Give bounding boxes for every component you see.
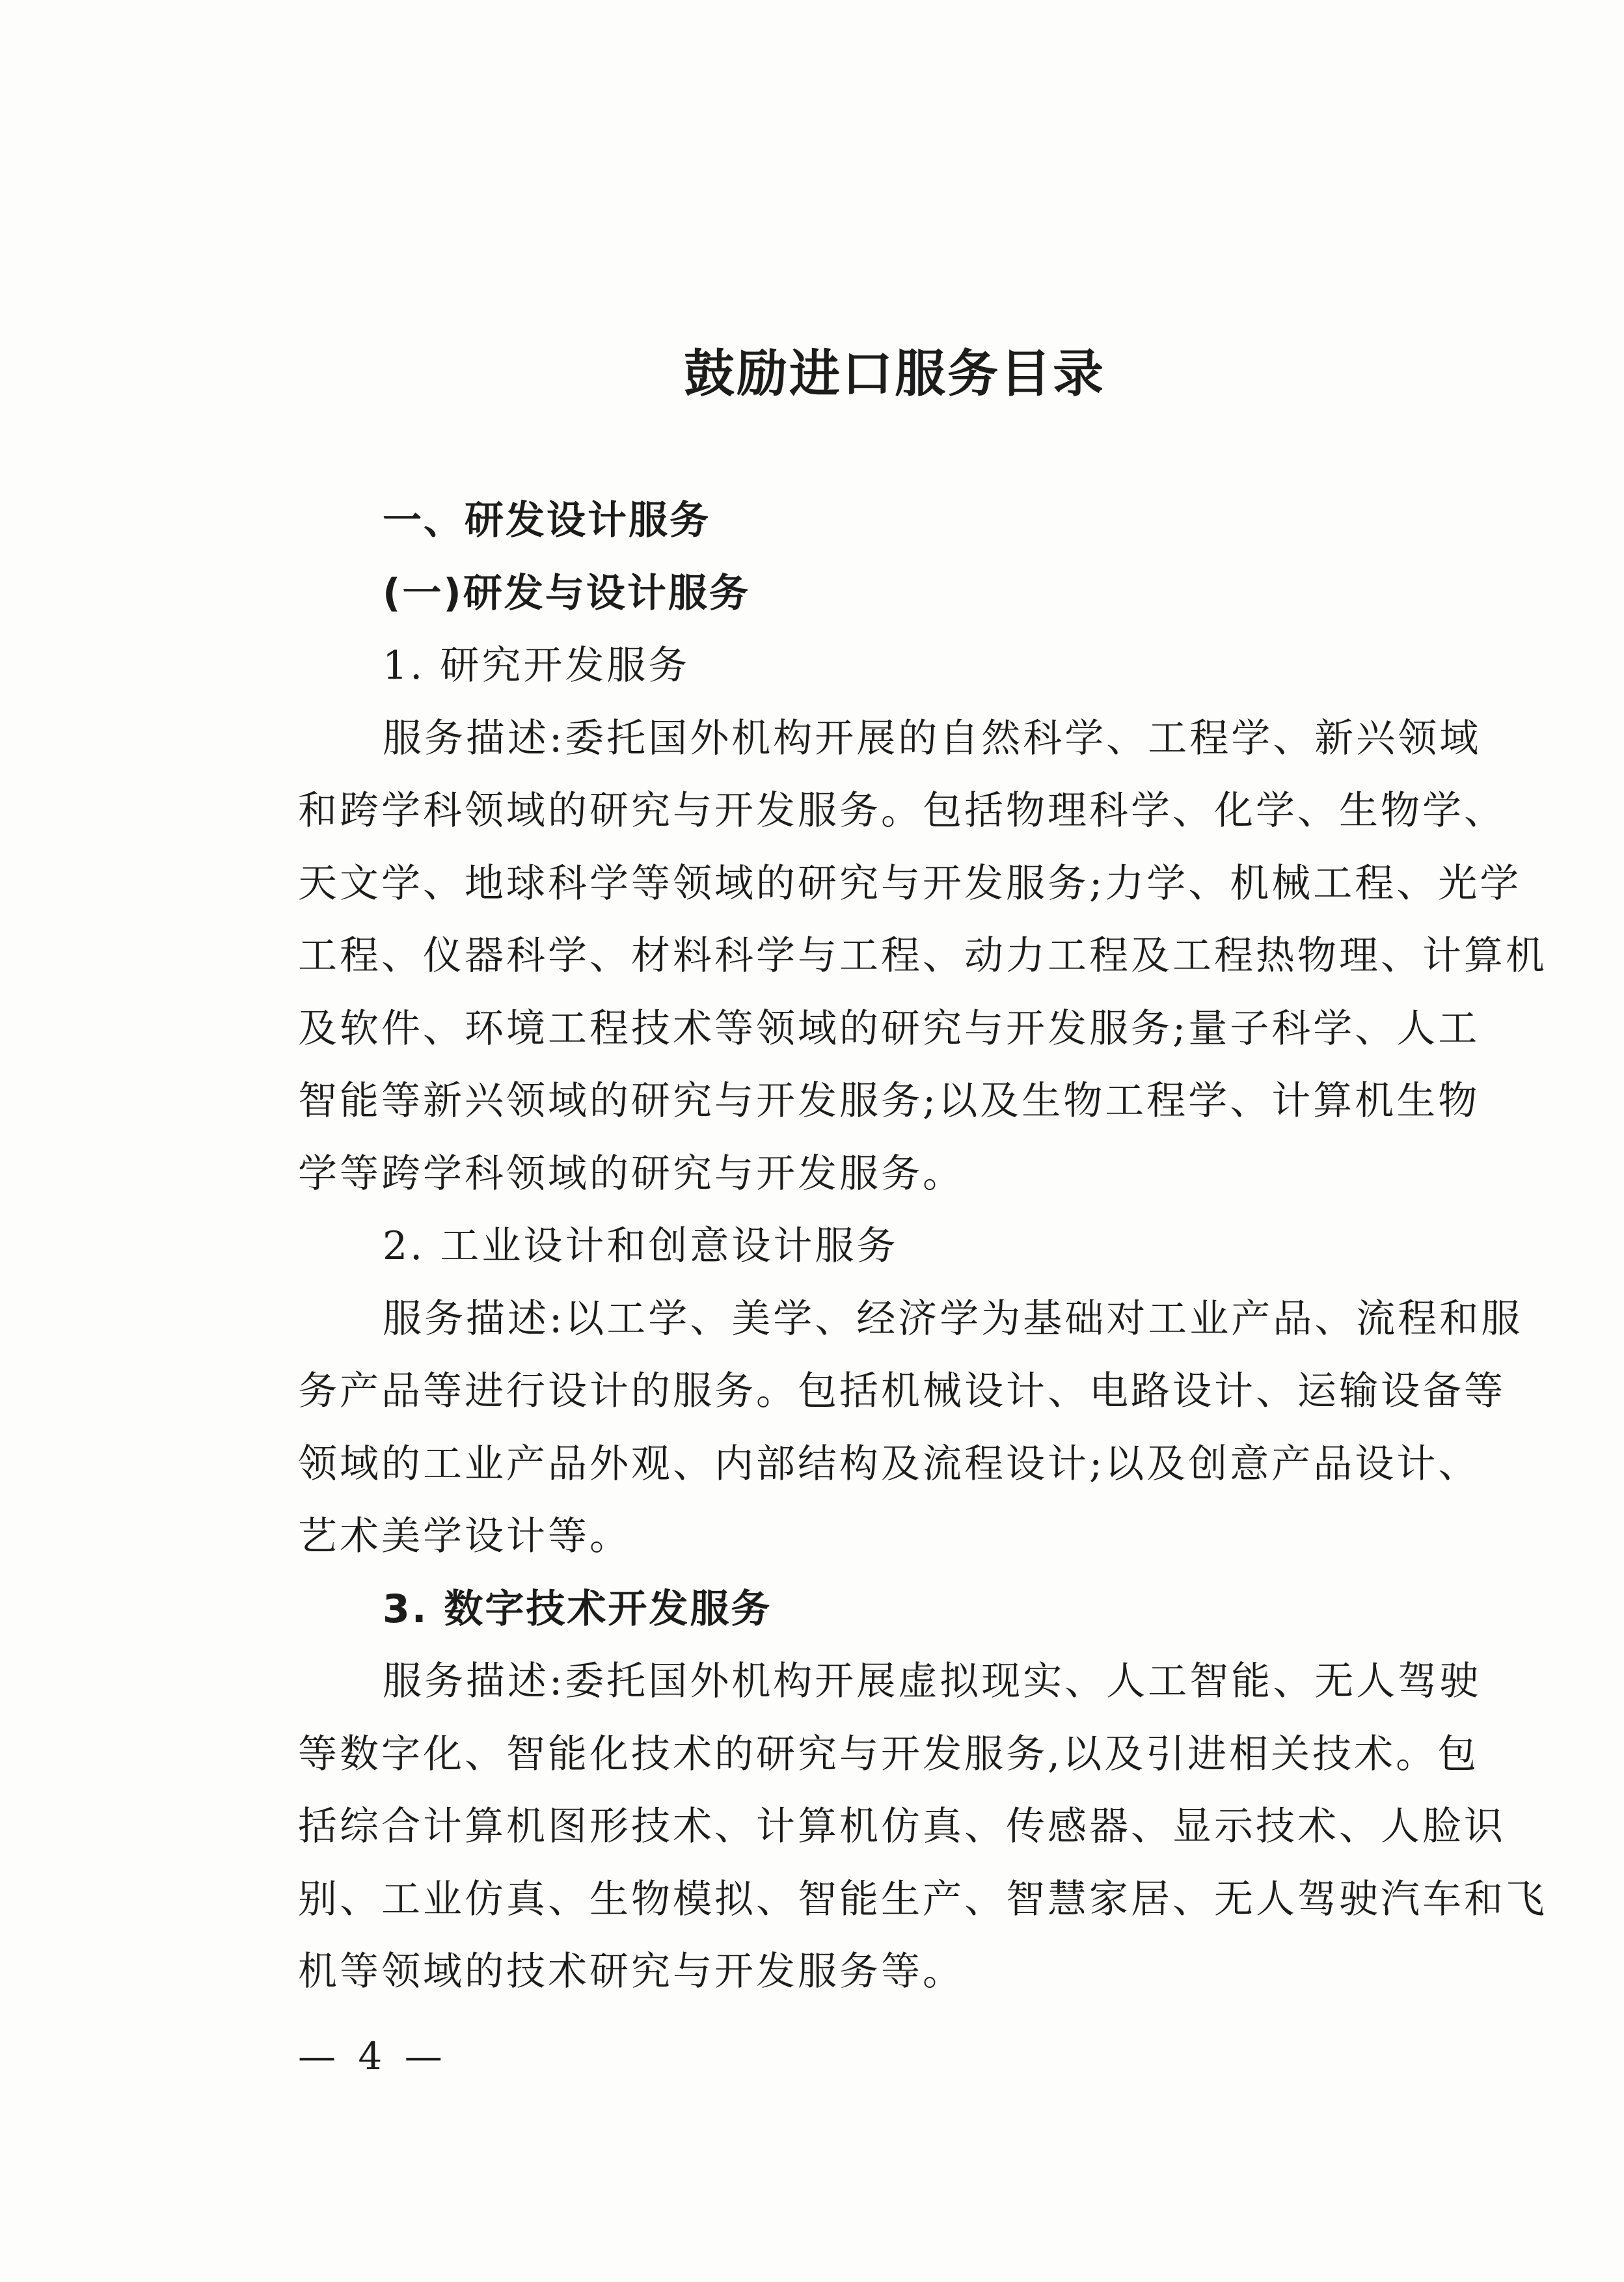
section-heading: 一、研发设计服务: [383, 498, 710, 543]
paragraph-line: 智能等新兴领域的研究与开发服务;以及生物工程学、计算机生物: [298, 1078, 1480, 1124]
item-heading: 2. 工业设计和创意设计服务: [383, 1223, 899, 1269]
paragraph-line: 等数字化、智能化技术的研究与开发服务,以及引进相关技术。包: [298, 1731, 1480, 1777]
paragraph-line: 天文学、地球科学等领域的研究与开发服务;力学、机械工程、光学: [298, 860, 1522, 906]
subsection-heading: (一)研发与设计服务: [383, 570, 750, 616]
document-body: [298, 485, 1547, 2009]
page-number: — 4 —: [298, 2034, 448, 2078]
item-heading: 1. 研究开发服务: [383, 643, 690, 688]
paragraph-line: 艺术美学设计等。: [298, 1514, 631, 1559]
paragraph-line: 及软件、环境工程技术等领域的研究与开发服务;量子科学、人工: [298, 1005, 1480, 1052]
paragraph-line: 务产品等进行设计的服务。包括机械设计、电路设计、运输设备等: [298, 1368, 1506, 1414]
paragraph-line: 服务描述:以工学、美学、经济学为基础对工业产品、流程和服: [383, 1296, 1523, 1342]
item-heading: 3. 数字技术开发服务: [383, 1586, 772, 1632]
paragraph-line: 别、工业仿真、生物模拟、智能生产、智慧家居、无人驾驶汽车和飞: [298, 1876, 1547, 1922]
paragraph-line: 机等领域的技术研究与开发服务等。: [298, 1949, 964, 1994]
paragraph-line: 学等跨学科领域的研究与开发服务。: [298, 1150, 964, 1197]
document-title: 鼓励进口服务目录: [683, 345, 1105, 403]
paragraph-line: 和跨学科领域的研究与开发服务。包括物理科学、化学、生物学、: [298, 788, 1506, 834]
paragraph-line: 括综合计算机图形技术、计算机仿真、传感器、显示技术、人脸识: [298, 1804, 1506, 1849]
paragraph-line: 工程、仪器科学、材料科学与工程、动力工程及工程热物理、计算机: [298, 933, 1547, 979]
paragraph-line: 服务描述:委托国外机构开展的自然科学、工程学、新兴领域: [383, 715, 1482, 761]
paragraph-line: 领域的工业产品外观、内部结构及流程设计;以及创意产品设计、: [298, 1441, 1480, 1487]
paragraph-line: 服务描述:委托国外机构开展虚拟现实、人工智能、无人驾驶: [383, 1659, 1482, 1704]
